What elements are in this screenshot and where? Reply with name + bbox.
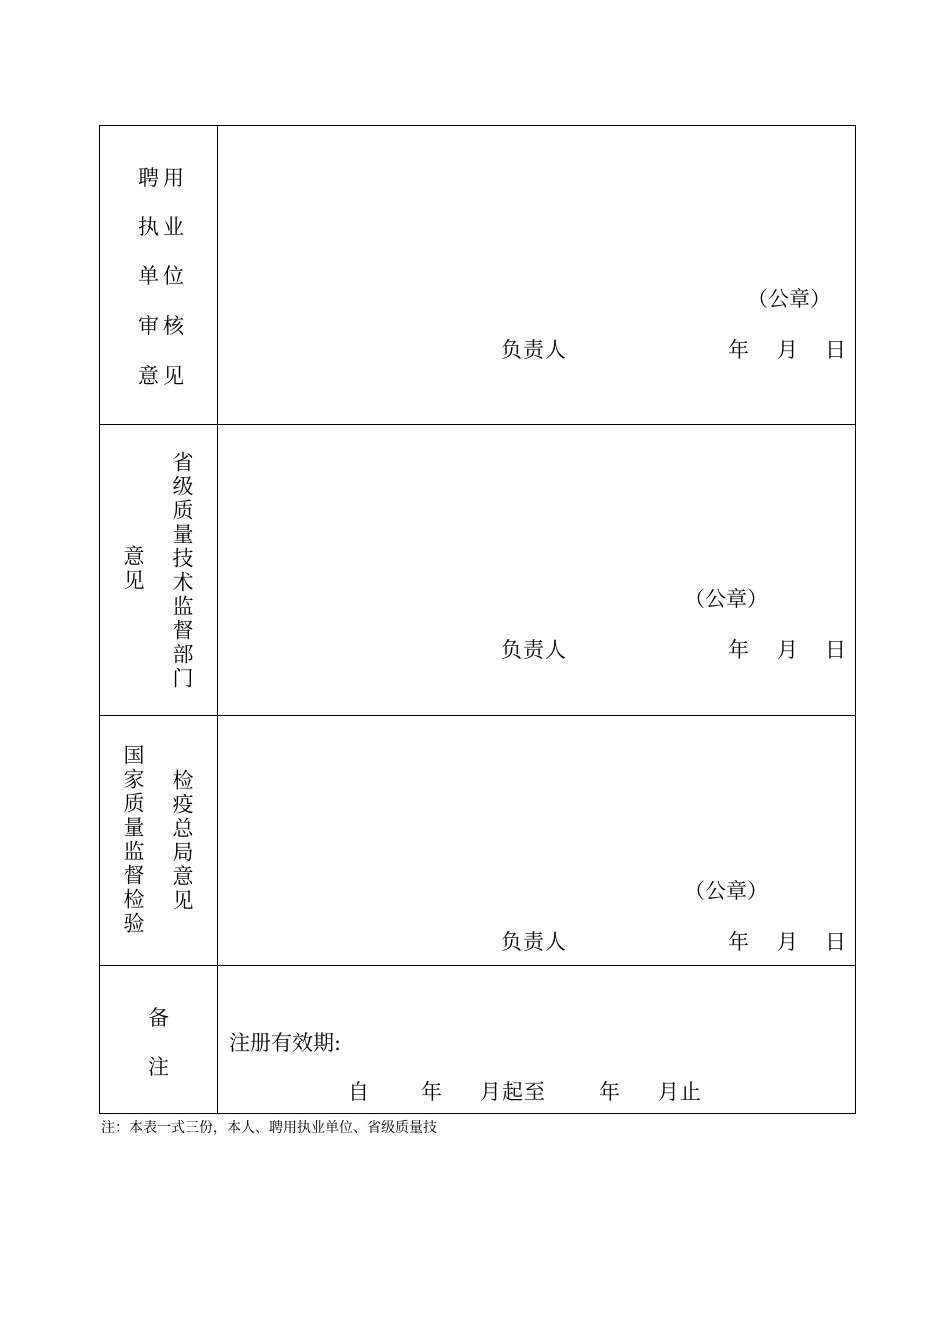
date-day-label: 日 (825, 638, 846, 662)
date-year-label: 年 (728, 638, 749, 662)
date-month-label: 月 (777, 338, 798, 362)
seal-text: （公章） (684, 879, 768, 903)
validity-year-end: 年 (599, 1080, 620, 1104)
label-line-5: 意见 (138, 364, 188, 388)
table-footnote: 注：本表一式三份，本人、聘用执业单位、省级质量技 (101, 1120, 437, 1136)
responsible-label: 负责人 (501, 338, 567, 362)
date-year-label: 年 (728, 930, 749, 954)
national-label-left-col: 国家质量监督检验 (121, 744, 145, 936)
seal-text: （公章） (747, 287, 831, 311)
date-month-label: 月 (777, 930, 798, 954)
validity-period-label: 注册有效期: (229, 1031, 342, 1055)
validity-month-start: 月起至 (480, 1080, 546, 1104)
date-month-label: 月 (777, 638, 798, 662)
validity-month-end: 月止 (658, 1080, 702, 1104)
date-day-label: 日 (825, 930, 846, 954)
national-review-row (100, 715, 855, 965)
remarks-row (100, 965, 855, 1114)
provincial-review-row (100, 424, 855, 715)
validity-from-label: 自 (348, 1080, 369, 1104)
label-line-2: 执业 (138, 215, 188, 239)
national-label-right-col: 检疫总局意见 (170, 769, 194, 913)
label-line-3: 单位 (138, 264, 188, 288)
national-review-content (218, 716, 855, 965)
responsible-label: 负责人 (501, 930, 567, 954)
provincial-label-right-col: 省级质量技术监督部门 (170, 451, 194, 691)
provincial-review-content (218, 425, 855, 715)
registration-form-table (99, 125, 856, 1114)
remarks-content (218, 966, 855, 1114)
validity-year-start: 年 (421, 1080, 442, 1104)
label-line-1: 聘用 (138, 166, 188, 190)
employer-review-content (218, 126, 855, 424)
remarks-label-cell (100, 966, 218, 1114)
provincial-review-label-cell (100, 425, 218, 715)
provincial-label-left-col: 意见 (121, 545, 145, 593)
date-day-label: 日 (825, 338, 846, 362)
employer-review-label-cell (100, 126, 218, 424)
date-year-label: 年 (728, 338, 749, 362)
responsible-label: 负责人 (501, 638, 567, 662)
seal-text: （公章） (684, 587, 768, 611)
remarks-label-line-2: 注 (148, 1055, 173, 1079)
label-line-4: 审核 (138, 314, 188, 338)
employer-review-row (100, 126, 855, 424)
national-review-label-cell (100, 716, 218, 965)
remarks-label-line-1: 备 (148, 1006, 173, 1030)
